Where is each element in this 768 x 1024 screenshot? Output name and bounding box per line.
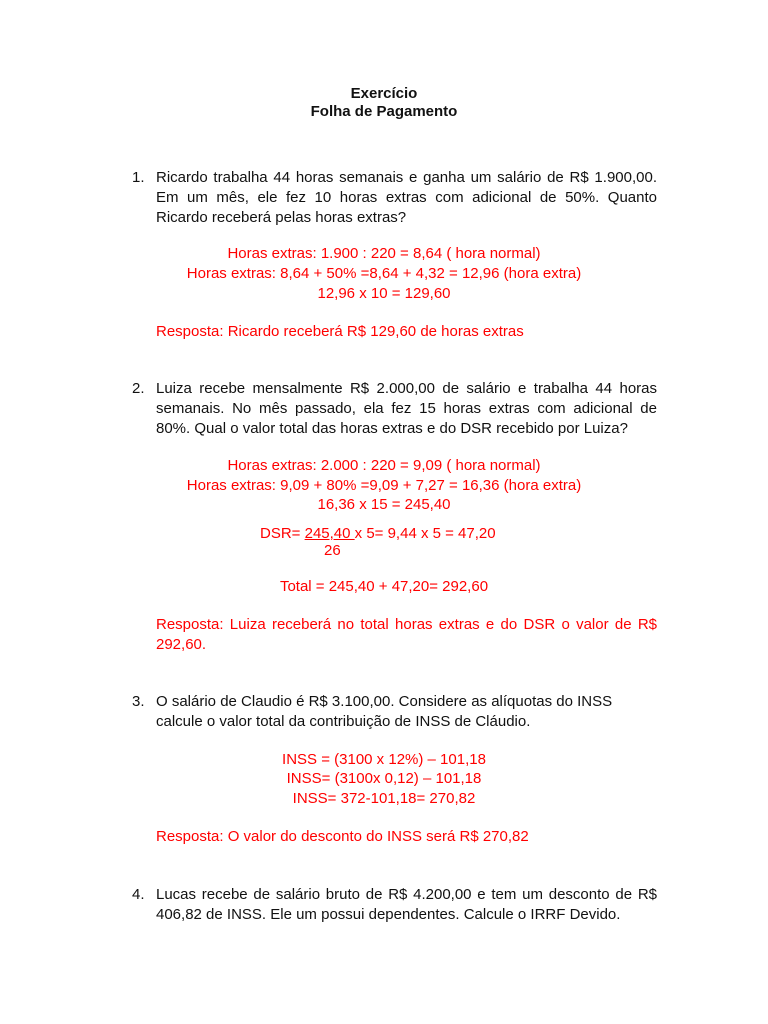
q3-answer: Resposta: O valor do desconto do INSS será R$ 270,82 <box>156 828 529 845</box>
question-2-line: 80%. Qual o valor total das horas extras e do DSR recebido por Luiza? <box>156 420 628 437</box>
question-3-line: O salário de Claudio é R$ 3.100,00. Considere as alíquotas do INSS <box>156 693 613 710</box>
question-1-line: Em um mês, ele fez 10 horas extras com adicional de 50%. Quanto <box>156 189 657 206</box>
question-4-line: 406,82 de INSS. Ele um possui dependentes. Calcule o IRRF Devido. <box>156 906 621 923</box>
document-title: Exercício <box>350 85 418 102</box>
question-4-number: 4. <box>132 886 145 903</box>
q1-calc-line: Horas extras: 8,64 + 50% =8,64 + 4,32 = 12,96 (hora extra) <box>186 265 582 282</box>
q1-answer: Resposta: Ricardo receberá R$ 129,60 de horas extras <box>156 323 524 340</box>
dsr-rest: x 5= 9,44 x 5 = 47,20 <box>354 525 496 542</box>
q1-calc-line: 12,96 x 10 = 129,60 <box>317 285 451 302</box>
q2-calc-line: 16,36 x 15 = 245,40 <box>317 496 451 513</box>
q2-answer <box>156 615 657 655</box>
dsr-numerator: 245,40 <box>304 525 355 542</box>
q2-dsr-formula <box>260 524 496 544</box>
question-2-text <box>156 379 657 439</box>
question-2-line: semanais. No mês passado, ela fez 15 horas extras com adicional de <box>156 400 657 417</box>
question-4-text <box>156 885 657 925</box>
question-2-number: 2. <box>132 380 145 397</box>
question-1-line: Ricardo receberá pelas horas extras? <box>156 209 407 226</box>
question-1-number: 1. <box>132 169 145 186</box>
question-4-line: Lucas recebe de salário bruto de R$ 4.200,00 e tem um desconto de R$ <box>156 886 657 903</box>
q1-calc-line: Horas extras: 1.900 : 220 = 8,64 ( hora normal) <box>227 245 541 262</box>
q3-calc-line: INSS= (3100x 0,12) – 101,18 <box>286 770 482 787</box>
q2-answer-line: 292,60. <box>156 636 207 653</box>
document-subtitle: Folha de Pagamento <box>310 103 458 120</box>
q3-calc-line: INSS= 372-101,18= 270,82 <box>292 790 476 807</box>
q3-calc-line: INSS = (3100 x 12%) – 101,18 <box>282 751 486 768</box>
question-3-text <box>156 692 657 732</box>
q2-answer-line: Resposta: Luiza receberá no total horas extras e do DSR o valor de R$ <box>156 616 657 633</box>
q2-total: Total = 245,40 + 47,20= 292,60 <box>279 578 489 595</box>
dsr-denominator: 26 <box>324 542 341 559</box>
question-2-line: Luiza recebe mensalmente R$ 2.000,00 de salário e trabalha 44 horas <box>156 380 657 397</box>
question-3-number: 3. <box>132 693 145 710</box>
question-1-text <box>156 168 657 228</box>
dsr-prefix: DSR= <box>260 525 305 542</box>
question-3-line: calcule o valor total da contribuição de INSS de Cláudio. <box>156 713 531 730</box>
q2-calc-line: Horas extras: 9,09 + 80% =9,09 + 7,27 = 16,36 (hora extra) <box>186 477 582 494</box>
question-1-line: Ricardo trabalha 44 horas semanais e ganha um salário de R$ 1.900,00. <box>156 169 657 186</box>
q2-calc-line: Horas extras: 2.000 : 220 = 9,09 ( hora normal) <box>227 457 541 474</box>
